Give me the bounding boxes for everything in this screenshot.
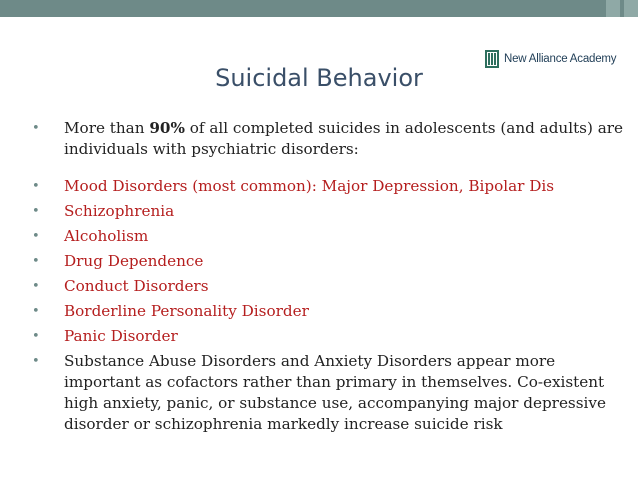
list-item-disorder: • Mood Disorders (most common): Major Depression, Bipolar Dis — [32, 176, 632, 197]
list-item-closing: • Substance Abuse Disorders and Anxiety Disorders appear more important as cofactors rather than primary in themselves. Co-existent high anxiety, panic, or substance use, accompanying major depressive disorder or schizophrenia markedly increase suicide risk — [32, 351, 632, 435]
top-bar-segment — [624, 0, 638, 17]
bullet-list — [32, 118, 632, 439]
list-item-disorder: • Alcoholism — [32, 226, 632, 247]
slide-title — [0, 64, 638, 92]
list-item-disorder: • Drug Dependence — [32, 251, 632, 272]
list-item-disorder: • Schizophrenia — [32, 201, 632, 222]
logo-text: New Alliance Academy — [504, 53, 617, 65]
list-item-intro — [32, 118, 632, 160]
list-item-disorder: • Panic Disorder — [32, 326, 632, 347]
list-item-disorder: • Conduct Disorders — [32, 276, 632, 297]
intro-pre: More than — [64, 119, 150, 137]
top-bar-segment — [606, 0, 620, 17]
top-decorative-bar — [0, 0, 638, 17]
list-item-disorder: • Borderline Personality Disorder — [32, 301, 632, 322]
intro-bold-percent: 90% — [149, 119, 185, 137]
slide-title-text: Suicidal Behavior — [215, 64, 423, 92]
intro-post: of all completed suicides in adolescents (and adults) are individuals with psychiatric disorders: — [64, 119, 624, 158]
